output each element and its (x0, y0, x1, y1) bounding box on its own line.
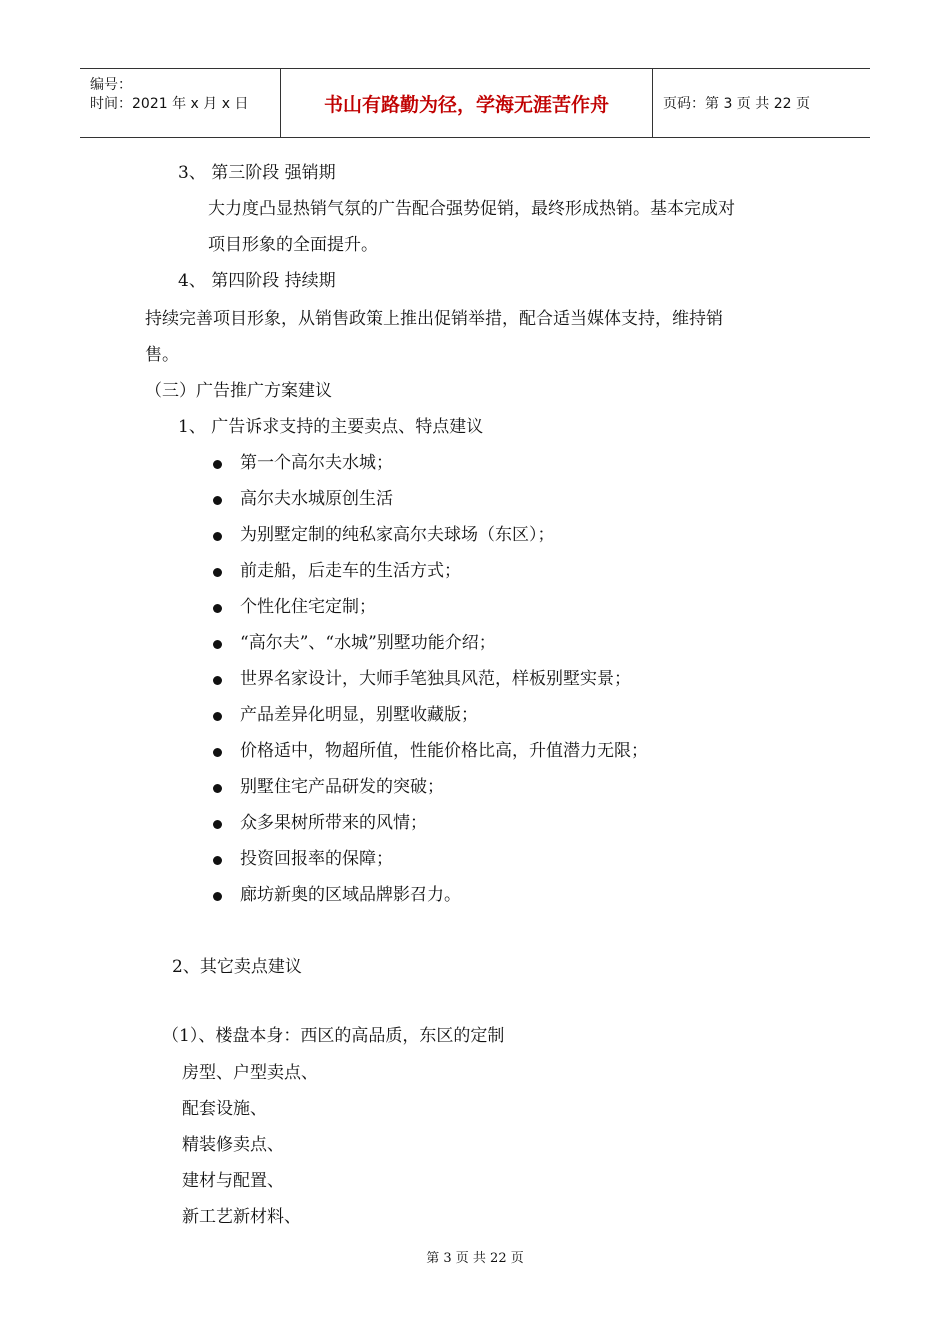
list-item (240, 813, 427, 833)
list-item (240, 633, 496, 653)
list-item-text: 第一个高尔夫水城； (240, 453, 393, 473)
bullet-icon (213, 496, 222, 505)
list-item (240, 849, 393, 869)
list-item-text: 世界名家设计，大师手笔独具风范，样板别墅实景； (240, 669, 631, 689)
list-item (240, 741, 648, 761)
header-page-info: 页码：第 3 页 共 22 页 (663, 96, 810, 112)
page-header (80, 68, 870, 138)
sub1-item: 配套设施、 (182, 1099, 267, 1119)
motto-text: 书山有路勤为径，学海无涯苦作舟 (323, 93, 609, 116)
list-item (240, 489, 393, 509)
list-item-text: 价格适中，物超所值，性能价格比高，升值潜力无限； (240, 741, 648, 761)
bullet-icon (213, 568, 222, 577)
sub1-item: 房型、户型卖点、 (182, 1063, 318, 1083)
list-item-text: 众多果树所带来的风情； (240, 813, 427, 833)
list-item (240, 777, 444, 797)
bullet-icon (213, 784, 222, 793)
bullet-icon (213, 856, 222, 865)
stage4-paragraph-line1: 持续完善项目形象，从销售政策上推出促销举措，配合适当媒体支持，维持销 (145, 309, 723, 329)
list-item (240, 885, 461, 905)
stage3-paragraph-line1: 大力度凸显热销气氛的广告配合强势促销，最终形成热销。基本完成对 (208, 199, 735, 219)
list-item-text: 产品差异化明显，别墅收藏版； (240, 705, 478, 725)
item2-heading: 2、其它卖点建议 (172, 957, 302, 977)
stage3-paragraph-line2: 项目形象的全面提升。 (208, 235, 378, 255)
list-item (240, 561, 461, 581)
bullet-icon (213, 748, 222, 757)
list-item-text: “高尔夫”、“水城”别墅功能介绍； (240, 633, 496, 653)
list-item-text: 个性化住宅定制； (240, 597, 376, 617)
number-label: 编号： (90, 77, 132, 93)
list-item-text: 投资回报率的保障； (240, 849, 393, 869)
header-motto (281, 69, 653, 137)
list-item (240, 705, 478, 725)
sub1-item: 建材与配置、 (182, 1171, 284, 1191)
bullet-icon (213, 604, 222, 613)
item1-heading: 1、 广告诉求支持的主要卖点、特点建议 (178, 417, 484, 437)
list-item-text: 廊坊新奥的区域品牌影召力。 (240, 885, 461, 905)
bullet-icon (213, 676, 222, 685)
bullet-icon (213, 532, 222, 541)
bullet-icon (213, 820, 222, 829)
list-item (240, 597, 376, 617)
sub1-item: 精装修卖点、 (182, 1135, 284, 1155)
stage4-paragraph-line2: 售。 (145, 345, 179, 365)
sub1-item: 新工艺新材料、 (182, 1207, 301, 1227)
list-item (240, 525, 555, 545)
list-item-text: 前走船，后走车的生活方式； (240, 561, 461, 581)
sub1-heading: （1）、楼盘本身：西区的高品质，东区的定制 (162, 1026, 505, 1046)
list-item (240, 453, 393, 473)
bullet-icon (213, 712, 222, 721)
page-footer: 第 3 页 共 22 页 (426, 1251, 524, 1266)
header-meta (80, 69, 281, 137)
list-item-text: 为别墅定制的纯私家高尔夫球场（东区）； (240, 525, 555, 545)
stage4-title: 4、 第四阶段 持续期 (178, 271, 336, 291)
list-item-text: 别墅住宅产品研发的突破； (240, 777, 444, 797)
section3-heading: （三）广告推广方案建议 (145, 381, 332, 401)
time-label: 时间：2021 年 x 月 x 日 (90, 96, 249, 112)
bullet-icon (213, 640, 222, 649)
list-item (240, 669, 631, 689)
bullet-icon (213, 892, 222, 901)
list-item-text: 高尔夫水城原创生活 (240, 489, 393, 509)
bullet-icon (213, 460, 222, 469)
stage3-title: 3、 第三阶段 强销期 (178, 163, 336, 183)
